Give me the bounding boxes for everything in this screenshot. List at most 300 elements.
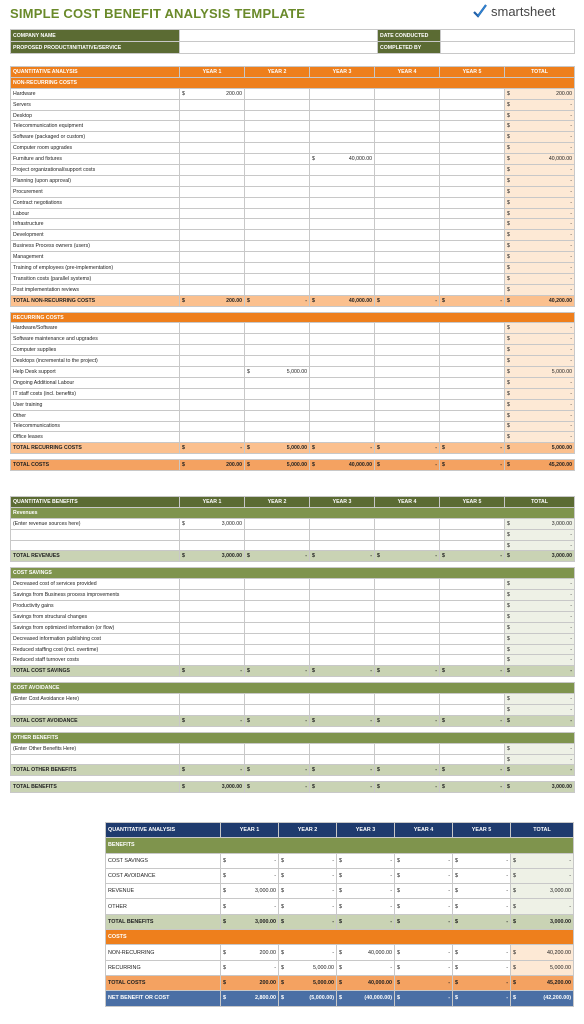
total-cell[interactable]: $ -	[310, 551, 375, 562]
total-cell[interactable]: $ 200.00	[221, 975, 279, 990]
row-total[interactable]: $ -	[505, 705, 575, 716]
value-cell[interactable]: $ 40,000.00	[337, 945, 395, 960]
value-cell[interactable]	[375, 284, 440, 295]
value-cell[interactable]	[310, 579, 375, 590]
value-cell[interactable]	[180, 399, 245, 410]
value-cell[interactable]	[245, 388, 310, 399]
value-cell[interactable]	[245, 410, 310, 421]
row-total[interactable]: $ -	[505, 121, 575, 132]
value-cell[interactable]	[310, 590, 375, 601]
value-cell[interactable]	[375, 197, 440, 208]
value-cell[interactable]	[310, 743, 375, 754]
row-total[interactable]: $ -	[505, 579, 575, 590]
total-cell[interactable]: $ -	[395, 914, 453, 929]
value-cell[interactable]	[375, 590, 440, 601]
value-cell[interactable]	[245, 230, 310, 241]
grand-total-cell[interactable]: $ 40,200.00	[505, 295, 575, 306]
value-cell[interactable]	[440, 323, 505, 334]
value-cell[interactable]	[440, 601, 505, 612]
total-cell[interactable]: $ 40,000.00	[337, 975, 395, 990]
total-cell[interactable]: $ -	[180, 715, 245, 726]
value-cell[interactable]	[245, 633, 310, 644]
value-cell[interactable]	[310, 284, 375, 295]
total-cell[interactable]: $ 5,000.00	[279, 975, 337, 990]
value-cell[interactable]	[245, 219, 310, 230]
value-cell[interactable]	[375, 694, 440, 705]
value-cell[interactable]	[310, 197, 375, 208]
value-cell[interactable]	[180, 705, 245, 716]
total-cell[interactable]: $ -	[310, 666, 375, 677]
value-cell[interactable]	[180, 622, 245, 633]
row-total[interactable]: $ -	[505, 208, 575, 219]
value-cell[interactable]	[245, 579, 310, 590]
row-total[interactable]: $ -	[511, 868, 574, 883]
value-cell[interactable]: $ -	[279, 945, 337, 960]
value-cell[interactable]: $ -	[279, 899, 337, 914]
value-cell[interactable]: $ 5,000.00	[279, 960, 337, 975]
value-cell[interactable]: $ -	[337, 853, 395, 868]
value-cell[interactable]	[440, 705, 505, 716]
total-cell[interactable]: $ -	[180, 765, 245, 776]
value-cell[interactable]	[180, 367, 245, 378]
total-cell[interactable]: $ -	[245, 765, 310, 776]
value-cell[interactable]	[440, 219, 505, 230]
value-cell[interactable]	[245, 644, 310, 655]
value-cell[interactable]	[310, 644, 375, 655]
value-cell[interactable]	[375, 410, 440, 421]
row-total[interactable]: $ -	[505, 132, 575, 143]
value-cell[interactable]	[245, 377, 310, 388]
value-cell[interactable]: $ -	[453, 868, 511, 883]
row-total[interactable]: $ -	[505, 432, 575, 443]
value-cell[interactable]	[180, 208, 245, 219]
value-cell[interactable]	[245, 154, 310, 165]
total-cell[interactable]: $ -	[440, 443, 505, 454]
value-cell[interactable]	[375, 219, 440, 230]
value-cell[interactable]	[375, 143, 440, 154]
value-cell[interactable]	[180, 263, 245, 274]
value-cell[interactable]	[375, 99, 440, 110]
value-cell[interactable]: $ 200.00	[180, 88, 245, 99]
value-cell[interactable]	[245, 518, 310, 529]
value-cell[interactable]	[180, 743, 245, 754]
row-total[interactable]: $ -	[505, 334, 575, 345]
total-cell[interactable]: $ -	[453, 914, 511, 929]
value-cell[interactable]	[245, 601, 310, 612]
value-cell[interactable]: $ -	[221, 853, 279, 868]
value-cell[interactable]	[310, 110, 375, 121]
value-cell[interactable]	[180, 143, 245, 154]
value-cell[interactable]	[440, 273, 505, 284]
value-cell[interactable]	[180, 175, 245, 186]
total-cell[interactable]: $ -	[180, 443, 245, 454]
row-total[interactable]: $ -	[505, 743, 575, 754]
row-total[interactable]: $ -	[505, 529, 575, 540]
row-total[interactable]: $ -	[505, 644, 575, 655]
row-total[interactable]: $ -	[505, 421, 575, 432]
value-cell[interactable]	[245, 323, 310, 334]
value-cell[interactable]	[310, 705, 375, 716]
total-cell[interactable]: $ -	[440, 765, 505, 776]
total-cell[interactable]: $ -	[375, 551, 440, 562]
value-cell[interactable]: $ 200.00	[221, 945, 279, 960]
value-cell[interactable]	[180, 165, 245, 176]
value-cell[interactable]	[180, 252, 245, 263]
value-cell[interactable]	[180, 644, 245, 655]
value-cell[interactable]	[310, 622, 375, 633]
total-cell[interactable]: $ -	[310, 443, 375, 454]
company-name-field[interactable]	[180, 30, 378, 42]
value-cell[interactable]	[440, 356, 505, 367]
value-cell[interactable]	[245, 263, 310, 274]
value-cell[interactable]	[440, 518, 505, 529]
row-total[interactable]: $ -	[505, 540, 575, 551]
value-cell[interactable]	[440, 611, 505, 622]
value-cell[interactable]	[440, 208, 505, 219]
total-cell[interactable]: $ -	[440, 666, 505, 677]
value-cell[interactable]	[440, 754, 505, 765]
value-cell[interactable]	[440, 743, 505, 754]
row-total[interactable]: $ -	[505, 356, 575, 367]
total-cell[interactable]: $ -	[375, 443, 440, 454]
row-total[interactable]: $ 3,000.00	[505, 518, 575, 529]
total-cell[interactable]: $ -	[375, 765, 440, 776]
value-cell[interactable]: $ -	[221, 868, 279, 883]
value-cell[interactable]	[245, 99, 310, 110]
value-cell[interactable]	[375, 323, 440, 334]
value-cell[interactable]	[245, 132, 310, 143]
total-cell[interactable]: $ 200.00	[180, 460, 245, 471]
value-cell[interactable]	[440, 644, 505, 655]
total-cell[interactable]: $ -	[440, 460, 505, 471]
value-cell[interactable]	[375, 432, 440, 443]
value-cell[interactable]	[310, 219, 375, 230]
value-cell[interactable]	[180, 110, 245, 121]
value-cell[interactable]	[180, 388, 245, 399]
row-total[interactable]: $ -	[505, 694, 575, 705]
value-cell[interactable]	[310, 323, 375, 334]
row-total[interactable]: $ 200.00	[505, 88, 575, 99]
value-cell[interactable]: $ -	[395, 853, 453, 868]
value-cell[interactable]	[180, 241, 245, 252]
total-cell[interactable]: $ -	[310, 715, 375, 726]
row-total[interactable]: $ -	[505, 99, 575, 110]
total-cell[interactable]: $ (5,000.00)	[279, 991, 337, 1006]
value-cell[interactable]	[310, 230, 375, 241]
value-cell[interactable]	[440, 590, 505, 601]
total-cell[interactable]: $ -	[310, 782, 375, 793]
value-cell[interactable]: $ -	[279, 884, 337, 899]
value-cell[interactable]	[310, 399, 375, 410]
value-cell[interactable]: $ -	[395, 960, 453, 975]
row-total[interactable]: $ 3,000.00	[511, 884, 574, 899]
value-cell[interactable]: $ -	[279, 853, 337, 868]
value-cell[interactable]	[310, 132, 375, 143]
row-total[interactable]: $ -	[505, 241, 575, 252]
value-cell[interactable]	[440, 263, 505, 274]
total-cell[interactable]: $ 200.00	[180, 295, 245, 306]
value-cell[interactable]: $ -	[395, 945, 453, 960]
row-total[interactable]: $ 5,000.00	[511, 960, 574, 975]
total-cell[interactable]: $ -	[440, 715, 505, 726]
value-cell[interactable]: $ 3,000.00	[180, 518, 245, 529]
value-cell[interactable]	[245, 175, 310, 186]
grand-total-cell[interactable]: $ 3,000.00	[505, 782, 575, 793]
grand-total-cell[interactable]: $ 3,000.00	[511, 914, 574, 929]
value-cell[interactable]: $ -	[337, 899, 395, 914]
value-cell[interactable]: $ -	[395, 868, 453, 883]
value-cell[interactable]	[440, 143, 505, 154]
row-total[interactable]: $ -	[505, 175, 575, 186]
value-cell[interactable]	[310, 121, 375, 132]
value-cell[interactable]	[440, 410, 505, 421]
total-cell[interactable]: $ 40,000.00	[310, 295, 375, 306]
value-cell[interactable]: $ -	[279, 868, 337, 883]
value-cell[interactable]	[180, 540, 245, 551]
value-cell[interactable]	[180, 154, 245, 165]
value-cell[interactable]	[440, 132, 505, 143]
total-cell[interactable]: $ -	[279, 914, 337, 929]
value-cell[interactable]	[375, 88, 440, 99]
row-total[interactable]: $ -	[505, 622, 575, 633]
value-cell[interactable]	[375, 154, 440, 165]
value-cell[interactable]	[440, 399, 505, 410]
total-cell[interactable]: $ -	[375, 666, 440, 677]
value-cell[interactable]	[310, 388, 375, 399]
row-total[interactable]: $ -	[505, 611, 575, 622]
value-cell[interactable]	[310, 241, 375, 252]
value-cell[interactable]	[245, 399, 310, 410]
value-cell[interactable]	[375, 399, 440, 410]
value-cell[interactable]	[245, 110, 310, 121]
value-cell[interactable]	[310, 601, 375, 612]
row-total[interactable]: $ -	[505, 388, 575, 399]
value-cell[interactable]	[375, 165, 440, 176]
value-cell[interactable]	[310, 529, 375, 540]
total-cell[interactable]: $ 3,000.00	[180, 551, 245, 562]
value-cell[interactable]	[310, 421, 375, 432]
value-cell[interactable]	[180, 334, 245, 345]
row-total[interactable]: $ 40,200.00	[511, 945, 574, 960]
grand-total-cell[interactable]: $ -	[505, 765, 575, 776]
value-cell[interactable]	[375, 208, 440, 219]
value-cell[interactable]	[375, 230, 440, 241]
row-total[interactable]: $ -	[505, 197, 575, 208]
value-cell[interactable]	[375, 579, 440, 590]
total-cell[interactable]: $ -	[245, 295, 310, 306]
total-cell[interactable]: $ -	[375, 782, 440, 793]
value-cell[interactable]	[180, 356, 245, 367]
value-cell[interactable]	[180, 579, 245, 590]
completed-by-field[interactable]	[441, 42, 575, 54]
value-cell[interactable]	[375, 743, 440, 754]
value-cell[interactable]	[440, 388, 505, 399]
total-cell[interactable]: $ 40,000.00	[310, 460, 375, 471]
value-cell[interactable]: $ 5,000.00	[245, 367, 310, 378]
value-cell[interactable]: $ 3,000.00	[221, 884, 279, 899]
value-cell[interactable]	[440, 694, 505, 705]
proposed-field[interactable]	[180, 42, 378, 54]
value-cell[interactable]	[440, 529, 505, 540]
value-cell[interactable]	[375, 110, 440, 121]
value-cell[interactable]	[440, 175, 505, 186]
value-cell[interactable]: $ -	[453, 945, 511, 960]
value-cell[interactable]	[440, 377, 505, 388]
row-total[interactable]: $ -	[505, 230, 575, 241]
value-cell[interactable]	[440, 655, 505, 666]
value-cell[interactable]: $ -	[337, 960, 395, 975]
value-cell[interactable]	[245, 590, 310, 601]
grand-total-cell[interactable]: $ 5,000.00	[505, 443, 575, 454]
row-total[interactable]: $ -	[505, 410, 575, 421]
value-cell[interactable]	[310, 754, 375, 765]
value-cell[interactable]	[245, 208, 310, 219]
value-cell[interactable]: $ -	[453, 960, 511, 975]
row-total[interactable]: $ -	[505, 110, 575, 121]
value-cell[interactable]	[180, 121, 245, 132]
value-cell[interactable]: $ 40,000.00	[310, 154, 375, 165]
total-cell[interactable]: $ -	[245, 666, 310, 677]
row-total[interactable]: $ -	[505, 219, 575, 230]
row-total[interactable]: $ -	[511, 853, 574, 868]
row-total[interactable]: $ -	[505, 263, 575, 274]
value-cell[interactable]	[180, 186, 245, 197]
value-cell[interactable]	[245, 334, 310, 345]
value-cell[interactable]	[375, 121, 440, 132]
total-cell[interactable]: $ -	[440, 551, 505, 562]
total-cell[interactable]: $ -	[337, 914, 395, 929]
value-cell[interactable]	[180, 601, 245, 612]
value-cell[interactable]: $ -	[337, 884, 395, 899]
value-cell[interactable]	[180, 132, 245, 143]
row-total[interactable]: $ -	[505, 284, 575, 295]
value-cell[interactable]	[375, 611, 440, 622]
value-cell[interactable]	[245, 622, 310, 633]
value-cell[interactable]	[180, 273, 245, 284]
value-cell[interactable]	[310, 633, 375, 644]
value-cell[interactable]	[375, 377, 440, 388]
value-cell[interactable]	[440, 345, 505, 356]
row-total[interactable]: $ -	[505, 377, 575, 388]
row-total[interactable]: $ -	[505, 165, 575, 176]
total-cell[interactable]: $ -	[310, 765, 375, 776]
value-cell[interactable]	[180, 345, 245, 356]
value-cell[interactable]	[245, 356, 310, 367]
value-cell[interactable]	[310, 518, 375, 529]
value-cell[interactable]: $ -	[395, 899, 453, 914]
total-cell[interactable]: $ (40,000.00)	[337, 991, 395, 1006]
value-cell[interactable]	[180, 99, 245, 110]
grand-total-cell[interactable]: $ 45,200.00	[511, 975, 574, 990]
value-cell[interactable]	[440, 154, 505, 165]
value-cell[interactable]	[245, 345, 310, 356]
row-total[interactable]: $ -	[505, 754, 575, 765]
total-cell[interactable]: $ -	[453, 991, 511, 1006]
value-cell[interactable]	[245, 273, 310, 284]
value-cell[interactable]	[375, 622, 440, 633]
value-cell[interactable]	[180, 611, 245, 622]
value-cell[interactable]	[440, 633, 505, 644]
row-total[interactable]: $ -	[505, 633, 575, 644]
value-cell[interactable]	[440, 99, 505, 110]
value-cell[interactable]	[245, 754, 310, 765]
value-cell[interactable]	[310, 88, 375, 99]
total-cell[interactable]: $ -	[453, 975, 511, 990]
value-cell[interactable]	[440, 622, 505, 633]
value-cell[interactable]	[180, 590, 245, 601]
value-cell[interactable]	[310, 175, 375, 186]
value-cell[interactable]	[375, 754, 440, 765]
value-cell[interactable]	[375, 540, 440, 551]
value-cell[interactable]	[310, 99, 375, 110]
value-cell[interactable]	[310, 367, 375, 378]
row-total[interactable]: $ -	[505, 252, 575, 263]
value-cell[interactable]	[375, 345, 440, 356]
value-cell[interactable]	[245, 432, 310, 443]
grand-total-cell[interactable]: $ 45,200.00	[505, 460, 575, 471]
value-cell[interactable]: $ -	[337, 868, 395, 883]
value-cell[interactable]	[375, 175, 440, 186]
value-cell[interactable]	[245, 121, 310, 132]
value-cell[interactable]	[310, 263, 375, 274]
row-total[interactable]: $ -	[505, 186, 575, 197]
row-total[interactable]: $ 5,000.00	[505, 367, 575, 378]
total-cell[interactable]: $ 5,000.00	[245, 460, 310, 471]
value-cell[interactable]	[375, 252, 440, 263]
row-total[interactable]: $ -	[505, 345, 575, 356]
value-cell[interactable]	[440, 421, 505, 432]
value-cell[interactable]	[310, 611, 375, 622]
grand-total-cell[interactable]: $ 3,000.00	[505, 551, 575, 562]
value-cell[interactable]	[245, 705, 310, 716]
value-cell[interactable]	[180, 529, 245, 540]
value-cell[interactable]	[245, 165, 310, 176]
value-cell[interactable]	[440, 579, 505, 590]
value-cell[interactable]: $ -	[221, 960, 279, 975]
value-cell[interactable]	[310, 273, 375, 284]
value-cell[interactable]	[375, 705, 440, 716]
value-cell[interactable]	[245, 655, 310, 666]
total-cell[interactable]: $ -	[245, 715, 310, 726]
value-cell[interactable]	[245, 540, 310, 551]
row-total[interactable]: $ -	[505, 399, 575, 410]
value-cell[interactable]	[245, 529, 310, 540]
total-cell[interactable]: $ -	[245, 551, 310, 562]
total-cell[interactable]: $ 3,000.00	[221, 914, 279, 929]
value-cell[interactable]	[375, 241, 440, 252]
grand-total-cell[interactable]: $ (42,200.00)	[511, 991, 574, 1006]
value-cell[interactable]	[180, 754, 245, 765]
value-cell[interactable]	[375, 132, 440, 143]
value-cell[interactable]	[375, 601, 440, 612]
value-cell[interactable]	[180, 219, 245, 230]
grand-total-cell[interactable]: $ -	[505, 666, 575, 677]
total-cell[interactable]: $ 3,000.00	[180, 782, 245, 793]
value-cell[interactable]	[245, 252, 310, 263]
total-cell[interactable]: $ -	[375, 295, 440, 306]
value-cell[interactable]	[180, 655, 245, 666]
value-cell[interactable]	[440, 367, 505, 378]
value-cell[interactable]	[375, 644, 440, 655]
value-cell[interactable]	[245, 694, 310, 705]
value-cell[interactable]	[310, 694, 375, 705]
value-cell[interactable]	[440, 88, 505, 99]
value-cell[interactable]	[310, 186, 375, 197]
value-cell[interactable]	[310, 432, 375, 443]
value-cell[interactable]	[440, 230, 505, 241]
value-cell[interactable]	[440, 432, 505, 443]
value-cell[interactable]	[375, 529, 440, 540]
